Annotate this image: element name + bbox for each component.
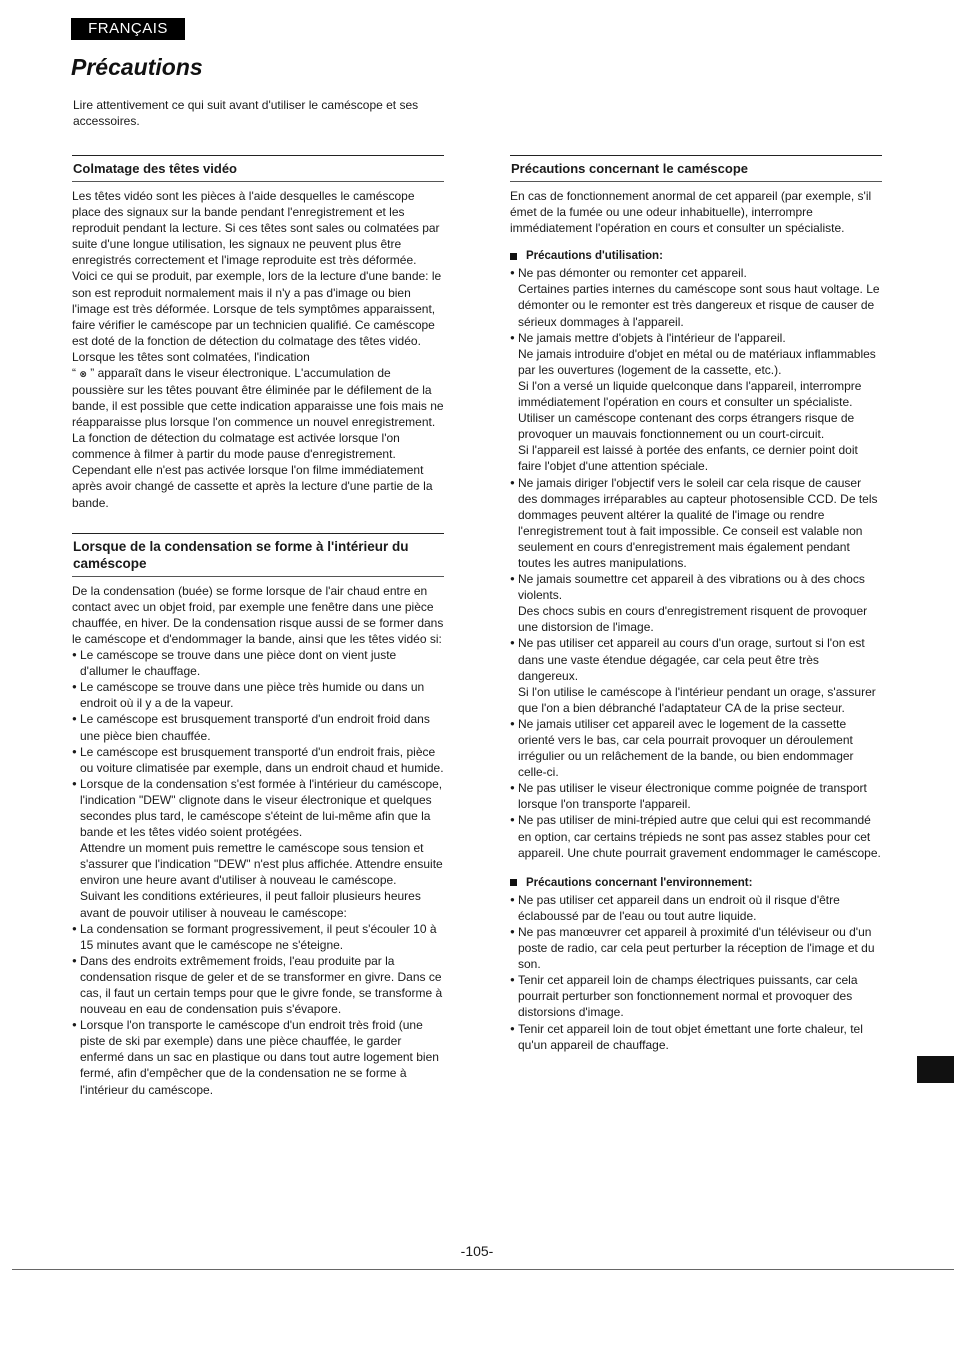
page-title: Précautions xyxy=(71,54,203,80)
list-item: ● Ne pas utiliser le viseur électronique comme poignée de transport lorsque l'on transporte l'appareil. xyxy=(510,780,882,812)
square-bullet-icon xyxy=(510,253,517,260)
list-item: ● Le caméscope est brusquement transporté d'un endroit frais, pièce ou voiture climatisée par exemple, dans un endroit chaud et humide. xyxy=(72,744,444,776)
condensation-paragraph: De la condensation (buée) se forme lorsque de l'air chaud entre en contact avec un objet froid, par exemple une fenêtre dans une pièce chauffée, en hiver. De la condensation risque aussi de se former dans le caméscope et d'endommager la bande, ainsi que les têtes vidéo si: xyxy=(72,583,444,646)
heads-section xyxy=(72,155,444,511)
language-tab: FRANÇAIS xyxy=(71,18,185,40)
list-item: ● Le caméscope se trouve dans une pièce très humide ou dans un endroit où il y a de la vapeur. xyxy=(72,679,444,711)
list-item: ● Tenir cet appareil loin de tout objet émettant une forte chaleur, tel qu'un appareil de chauffage. xyxy=(510,1021,882,1053)
list-item: ● Ne pas démonter ou remonter cet appareil. Certaines parties internes du caméscope sont sous haut voltage. Le démonter ou le remonter est très dangereux et risque de causer de sérieux dommages à l'appareil. xyxy=(510,265,882,329)
list-item: ● Dans des endroits extrêmement froids, l'eau produite par la condensation risque de geler et de se transformer en givre. Dans ce cas, il faut un certain temps pour que le givre fonde, se transforme à nouveau en eau de condensation puis s'évapore. xyxy=(72,953,444,1017)
list-item: ● Le caméscope est brusquement transporté d'un endroit froid dans une pièce bien chauffée. xyxy=(72,711,444,743)
condensation-list xyxy=(72,647,444,1098)
section-title: Lorsque de la condensation se forme à l'intérieur du caméscope xyxy=(72,533,444,577)
list-item: ● Lorsque l'on transporte le caméscope d'un endroit très froid (une piste de ski par exemple) dans une pièce chauffée, le garder enfermé dans un sac en plastique ou dans tout autre logement bien fermé, afin d'empêcher que de la condensation ne se forme à l'intérieur du caméscope. xyxy=(72,1017,444,1097)
heads-paragraph-2: La fonction de détection du colmatage est activée lorsque l'on commence à filmer à partir du mode pause d'enregistrement. Cependant elle n'est pas activée lorsque l'on filme immédiatement après avoir changé de cassette et après la lecture d'une partie de la bande. xyxy=(72,431,433,510)
list-item: ● Ne jamais diriger l'objectif vers le soleil car cela risque de causer des dommages irréparables au capteur photosensible CCD. De tels dommages peuvent altérer la qualité de l'image ou rendre l'enregistrement tout à fait impossible. Ce conseil est valable non seulement en cours d'enregistrement mais également pendant toutes les autres manipulations. xyxy=(510,475,882,572)
footer-divider xyxy=(12,1269,954,1270)
page-number: -105- xyxy=(460,1243,494,1259)
section-title: Précautions concernant le caméscope xyxy=(510,155,882,182)
heads-paragraph-1: Les têtes vidéo sont les pièces à l'aide desquelles le caméscope place des signaux sur la bande pendant l'enregistrement et les reproduit pendant la lecture. Si ces têtes sont sales ou colmatées par suite d'une longue utilisation, les signaux ne peuvent plus être enregistrés correctement et l'image reproduite est très déformée. Voici ce qui se produit, par exemple, lors de la lecture d'une bande: le son est reproduit normalement mais il n'y a pas d'image ou bien l'image est très déformée. Lorsque de tels symptômes apparaissent, faire vérifier le caméscope par un technicien qualifié. Ce caméscope est doté de la fonction de détection du colmatage des têtes vidéo. Lorsque les têtes sont colmatées, l'indication “ ⊗ ” apparaît dans le viseur électronique. L'accumulation de poussière sur les têtes pouvant être éliminée par le défilement de la bande, il est possible que cette indication apparaisse une fois mais ne réapparaisse plus lorsque l'on commence un nouvel enregistrement. xyxy=(72,189,444,430)
list-item: ● Tenir cet appareil loin de champs électriques puissants, car cela pourrait perturber son fonctionnement normal et provoquer des distorsions d'image. xyxy=(510,972,882,1020)
list-item: ● Ne pas utiliser de mini-trépied autre que celui qui est recommandé en option, car certains trépieds ne sont pas assez stables pour cet appareil. Une chute pourrait gravement endommager le caméscope. xyxy=(510,812,882,860)
list-item: ● Ne pas manœuvrer cet appareil à proximité d'un téléviseur ou d'un poste de radio, car cela peut perturber la réception de l'image et du son. xyxy=(510,924,882,972)
list-item: ● La condensation se formant progressivement, il peut s'écouler 10 à 15 minutes avant que le caméscope ne s'éteigne. xyxy=(72,921,444,953)
left-column xyxy=(72,155,444,1120)
list-item: ● Ne pas utiliser cet appareil au cours d'un orage, surtout si l'on est dans une vaste étendue dégagée, car cela peut être très dangereux. Si l'on utilise le caméscope à l'intérieur pendant un orage, s'assurer que l'on a bien débranché l'adaptateur CA de la prise secteur. xyxy=(510,635,882,715)
list-item: ● Ne jamais utiliser cet appareil avec le logement de la cassette orienté vers le bas, car cela pourrait provoquer un déroulement irrégulier ou un relâchement de la bande, ou bien endommager celle-ci. xyxy=(510,716,882,780)
environment-precautions-heading: Précautions concernant l'environnement: xyxy=(510,875,882,891)
list-item: ● Ne pas utiliser cet appareil dans un endroit où il risque d'être éclaboussé par de l'eau ou tout autre liquide. xyxy=(510,892,882,924)
section-edge-tab xyxy=(917,1056,954,1083)
square-bullet-icon xyxy=(510,879,517,886)
intro-text: Lire attentivement ce qui suit avant d'utiliser le caméscope et ses accessoires. xyxy=(73,98,419,128)
environment-precautions-list xyxy=(510,892,882,1053)
list-item: ● Ne jamais mettre d'objets à l'intérieur de l'appareil. Ne jamais introduire d'objet en métal ou de matériaux inflammables par les ouvertures (logement de la cassette, etc.). Si l'on a versé un liquide quelconque dans l'appareil, interrompre immédiatement l'opération en cours et consulter un spécialiste. Utiliser un caméscope contenant des corps étrangers risque de provoquer un mauvais fonctionnement ou un court-circuit. Si l'appareil est laissé à portée des enfants, ce dernier point doit faire l'objet d'une attention spéciale. xyxy=(510,330,882,475)
list-item: ● Le caméscope se trouve dans une pièce dont on vient juste d'allumer le chauffage. xyxy=(72,647,444,679)
use-precautions-heading: Précautions d'utilisation: xyxy=(510,248,882,264)
section-title: Colmatage des têtes vidéo xyxy=(72,155,444,182)
use-precautions-list xyxy=(510,265,882,860)
right-column xyxy=(510,155,882,1053)
list-item: ● Ne jamais soumettre cet appareil à des vibrations ou à des chocs violents. Des chocs subis en cours d'enregistrement risquent de provoquer une distorsion de l'image. xyxy=(510,571,882,635)
head-clog-icon: ⊗ xyxy=(79,368,87,379)
condensation-section xyxy=(72,533,444,1098)
right-paragraph: En cas de fonctionnement anormal de cet appareil (par exemple, s'il émet de la fumée ou une odeur inhabituelle), interrompre immédiatement l'opération en cours et consulter un spécialiste. xyxy=(510,189,872,236)
list-item: ● Lorsque de la condensation s'est formée à l'intérieur du caméscope, l'indication "DEW" clignote dans le viseur électronique et quelques secondes plus tard, le caméscope s'éteint de lui-même afin que la bande et les têtes vidéo soient protégées. Attendre un moment puis remettre le caméscope sous tension et s'assurer que l'indication "DEW" n'est plus affichée. Attendre ensuite environ une heure avant d'utiliser à nouveau le caméscope. Suivant les conditions extérieures, il peut falloir plusieurs heures avant de pouvoir utiliser à nouveau le caméscope: xyxy=(72,776,444,921)
